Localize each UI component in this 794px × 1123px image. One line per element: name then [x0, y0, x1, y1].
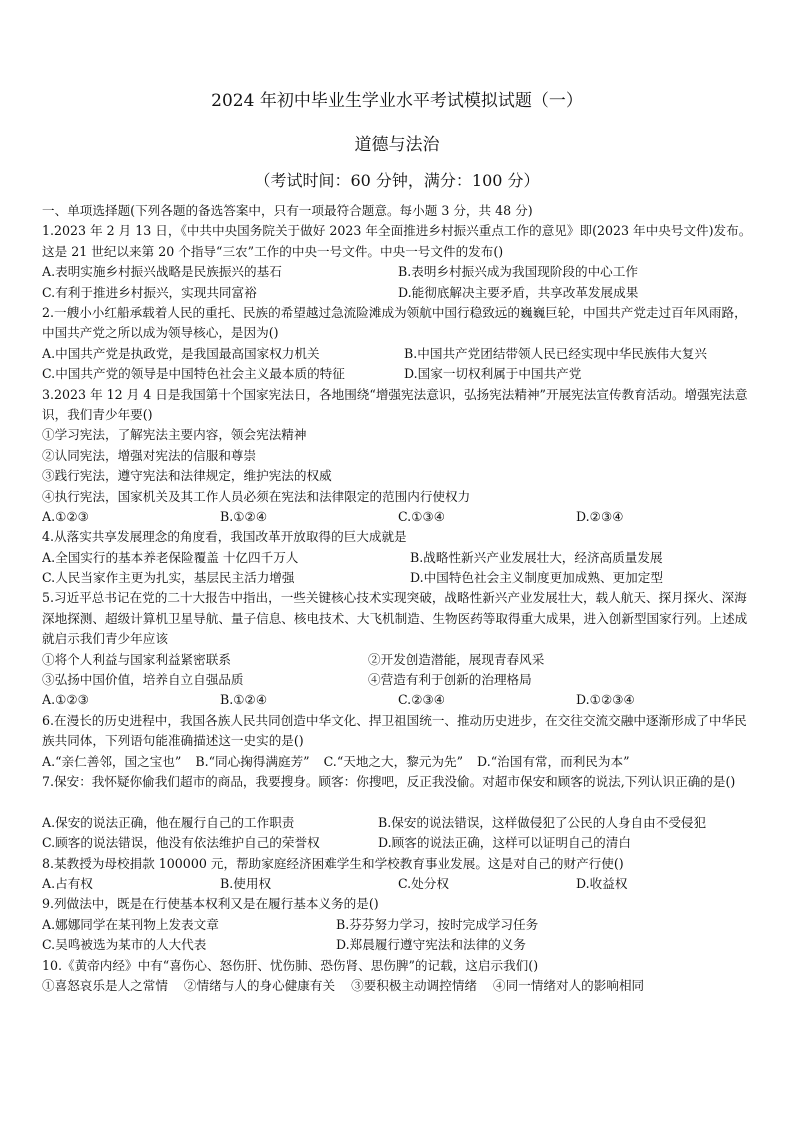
q10-statement-1: ①喜怒哀乐是人之常情 [42, 977, 168, 993]
question-4-options-row-2 [42, 568, 754, 588]
q5-statements-row-1 [42, 650, 754, 670]
question-9-stem: 9.列做法中，既是在行使基本权利又是在履行基本义务的是() [42, 896, 379, 912]
q2-option-a: A.中国共产党是执政党，是我国最高国家权力机关 [42, 345, 320, 361]
q7-option-c: C.顾客的说法错误，他没有依法维护自己的荣誉权 [42, 835, 320, 851]
q3-statement-1: ①学习宪法，了解宪法主要内容，领会宪法精神 [42, 427, 307, 443]
q8-option-c: C.处分权 [398, 875, 449, 891]
q9-option-a: A.娜娜同学在某刊物上发表文章 [42, 916, 219, 932]
q9-option-c: C.吴鸣被选为某市的人大代表 [42, 937, 207, 953]
q8-option-d: D.收益权 [576, 875, 628, 891]
q6-option-c: C.“天地之大，黎元为先” [323, 753, 464, 769]
question-1-stem: 1.2023 年 2 月 13 日，《中共中央国务院关于做好 2023 年全面推进乡村振兴重点工作的意见》即(2023 年中央号文件)发布。这是 21 世纪以来第 20 个指导“三农”工作的中央一号文件。中央一号文件的发布() [42, 223, 752, 259]
question-4-stem: 4.从落实共享发展理念的角度看，我国改革开放取得的巨大成就是 [42, 529, 407, 545]
q1-option-c: C.有利于推进乡村振兴，实现共同富裕 [42, 284, 257, 300]
q5-statement-3: ③弘扬中国价值，培养自立自强品质 [42, 672, 244, 688]
subject-title: 道德与法治 [354, 135, 440, 155]
question-3-options [42, 507, 754, 527]
question-8-stem: 8.某教授为母校捐款 100000 元，帮助家庭经济困难学生和学校教育事业发展。这是对自己的财产行使() [42, 855, 624, 871]
q5-option-c: C.②③④ [398, 692, 446, 708]
q3-option-c: C.①③④ [398, 508, 446, 524]
q8-option-a: A.占有权 [42, 875, 93, 891]
question-1-options-row-2 [42, 283, 754, 303]
exam-title: 2024 年初中毕业生学业水平考试模拟试题（一） [211, 91, 583, 111]
q3-option-d: D.②③④ [576, 508, 624, 524]
q10-statements [42, 976, 754, 1017]
q5-option-d: D.①②③④ [576, 692, 635, 708]
q3-option-b: B.①②④ [220, 508, 268, 524]
q7-option-b: B.保安的说法错误，这样做侵犯了公民的人身自由不受侵犯 [378, 814, 707, 830]
q5-option-a: A.①②③ [42, 692, 89, 708]
q1-option-b: B.表明乡村振兴成为我国现阶段的中心工作 [398, 264, 638, 280]
q8-option-b: B.使用权 [220, 875, 272, 891]
q7-option-d: D.顾客的说法正确，这样可以证明自己的清白 [378, 835, 631, 851]
q5-statement-4: ④营造有利于创新的治理格局 [368, 672, 532, 688]
q4-option-a: A.全国实行的基本养老保险覆盖 十亿四千万人 [42, 549, 299, 565]
q4-option-d: D.中国特色社会主义制度更加成熟、更加定型 [410, 570, 663, 586]
q3-option-a: A.①②③ [42, 508, 89, 524]
q3-statement-2: ②认同宪法，增强对宪法的信服和尊崇 [42, 447, 257, 463]
question-9-options-row-1 [42, 915, 754, 935]
q10-statement-3: ③要积极主动调控情绪 [351, 977, 477, 993]
question-8-options [42, 874, 754, 894]
question-7-options-row-1 [42, 813, 754, 833]
q6-option-b: B.“同心掬得满庭芳” [195, 753, 310, 769]
q10-statement-4: ④同一情绪对人的影响相同 [493, 977, 645, 993]
q1-option-d: D.能彻底解决主要矛盾，共享改革发展成果 [398, 284, 639, 300]
question-4-options-row-1 [42, 548, 754, 568]
question-2-options-row-2 [42, 364, 754, 384]
question-7-stem: 7.保安：我怀疑你偷我们超市的商品，我要搜身。顾客：你搜吧，反正我没偷。对超市保安和顾客的说法,下列认识正确的是() [42, 774, 736, 790]
question-section [42, 201, 754, 1017]
question-5-stem: 5.习近平总书记在党的二十大报告中指出，一些关键核心技术实现突破，战略性新兴产业发展壮大，载人航天、探月探火、深海深地探测、超级计算机卫星导航、量子信息、核电技术、大飞机制造、生物医药等取得重大成果，进入创新型国家行列。上述成就启示我们青少年应该 [42, 590, 748, 647]
q4-option-c: C.人民当家作主更为扎实，基层民主活力增强 [42, 570, 295, 586]
q5-statement-1: ①将个人利益与国家利益紧密联系 [42, 651, 231, 667]
q1-option-a: A.表明实施乡村振兴战略是民族振兴的基石 [42, 264, 282, 280]
q7-option-a: A.保安的说法正确，他在履行自己的工作职责 [42, 814, 295, 830]
question-6-options [42, 752, 754, 772]
exam-info: （考试时间：60 分钟，满分：100 分） [254, 171, 540, 190]
q9-option-b: B.芬芬努力学习，按时完成学习任务 [336, 916, 539, 932]
section-heading: 一、单项选择题(下列各题的备选答案中，只有一项最符合题意。每小题 3 分，共 48 分) [42, 203, 533, 218]
q6-option-a: A.“亲仁善邻，国之宝也” [42, 753, 182, 769]
q5-statement-2: ②开发创造潜能，展现青春风采 [368, 651, 545, 667]
q3-statement-4: ④执行宪法，国家机关及其工作人员必须在宪法和法律限定的范围内行使权力 [42, 488, 471, 504]
q3-statement-3: ③践行宪法，遵守宪法和法律规定，维护宪法的权威 [42, 468, 332, 484]
q5-statements-row-2 [42, 670, 754, 690]
question-3-stem: 3.2023 年 12 月 4 日是我国第十个国家宪法日，各地围绕“增强宪法意识，弘扬宪法精神”开展宪法宣传教育活动。增强宪法意识，我们青少年要() [42, 386, 748, 422]
question-1-options-row-1 [42, 262, 754, 282]
question-10-stem: 10.《黄帝内经》中有“喜伤心、怒伤肝、忧伤肺、恐伤肾、思伤脾”的记载，这启示我们() [42, 957, 539, 973]
question-6-stem: 6.在漫长的历史进程中，我国各族人民共同创造中华文化、捍卫祖国统一、推动历史进步，在交往交流交融中逐渐形成了中华民族共同体，下列语句能准确描述这一史实的是() [42, 712, 747, 749]
q6-option-d: D.“治国有常，而利民为本” [477, 753, 630, 769]
question-7-options-row-2 [42, 833, 754, 853]
q4-option-b: B.战略性新兴产业发展壮大，经济高质量发展 [410, 549, 663, 565]
q9-option-d: D.郑晨履行遵守宪法和法律的义务 [336, 937, 526, 953]
q2-option-c: C.中国共产党的领导是中国特色社会主义最本质的特征 [42, 366, 345, 382]
q10-statement-2: ②情绪与人的身心健康有关 [183, 977, 336, 993]
question-2-stem: 2.一艘小小红船承载着人民的重托、民族的希望越过急流险滩成为领航中国行稳致远的巍巍巨轮，中国共产党走过百年风雨路，中国共产党之所以成为领导核心，是因为() [42, 304, 747, 341]
question-9-options-row-2 [42, 935, 754, 955]
q2-option-b: B.中国共产党团结带领人民已经实现中华民族伟大复兴 [404, 345, 707, 361]
question-2-options-row-1 [42, 344, 754, 364]
q2-option-d: D.国家一切权利属于中国共产党 [404, 366, 582, 382]
q5-option-b: B.①②④ [220, 692, 268, 708]
question-5-options [42, 690, 754, 710]
